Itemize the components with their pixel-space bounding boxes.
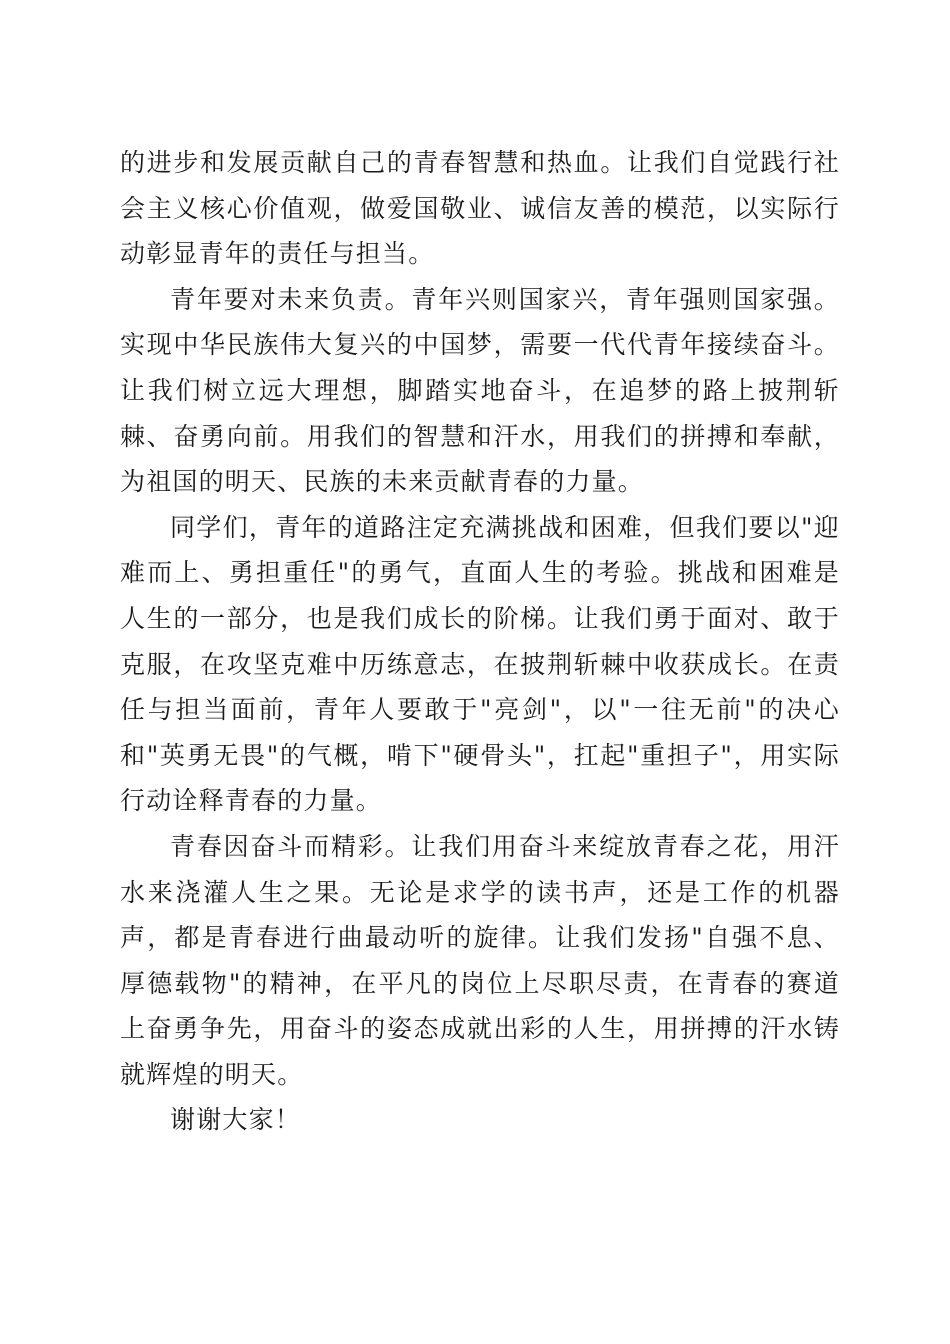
paragraph-youth-future: 青年要对未来负责。青年兴则国家兴，青年强则国家强。实现中华民族伟大复兴的中国梦，需要一代代青年接续奋斗。让我们树立远大理想，脚踏实地奋斗，在追梦的路上披荆斩棘、奋勇向前。用我们的智慧和汗水，用我们的拼搏和奉献，为祖国的明天、民族的未来贡献青春的力量。	[120, 284, 840, 497]
paragraph-challenges: 同学们，青年的道路注定充满挑战和困难，但我们要以"迎难而上、勇担重任"的勇气，直面人生的考验。挑战和困难是人生的一部分，也是我们成长的阶梯。让我们勇于面对、敢于克服，在攻坚克难中历练意志，在披荆斩棘中收获成长。在责任与担当面前，青年人要敢于"亮剑"，以"一往无前"的决心和"英勇无畏"的气概，啃下"硬骨头"，扛起"重担子"，用实际行动诠释青春的力量。	[120, 512, 840, 816]
paragraph-thanks: 谢谢大家！	[170, 1105, 302, 1135]
document-body	[120, 140, 840, 1143]
paragraph-struggle: 青春因奋斗而精彩。让我们用奋斗来绽放青春之花，用汗水来浇灌人生之果。无论是求学的读书声，还是工作的机器声，都是青春进行曲最动听的旋律。让我们发扬"自强不息、厚德载物"的精神，在平凡的岗位上尽职尽责，在青春的赛道上奋勇争先，用奋斗的姿态成就出彩的人生，用拼搏的汗水铸就辉煌的明天。	[120, 831, 840, 1089]
paragraph-continuation: 的进步和发展贡献自己的青春智慧和热血。让我们自觉践行社会主义核心价值观，做爱国敬业、诚信友善的模范，以实际行动彰显青年的责任与担当。	[120, 148, 840, 269]
